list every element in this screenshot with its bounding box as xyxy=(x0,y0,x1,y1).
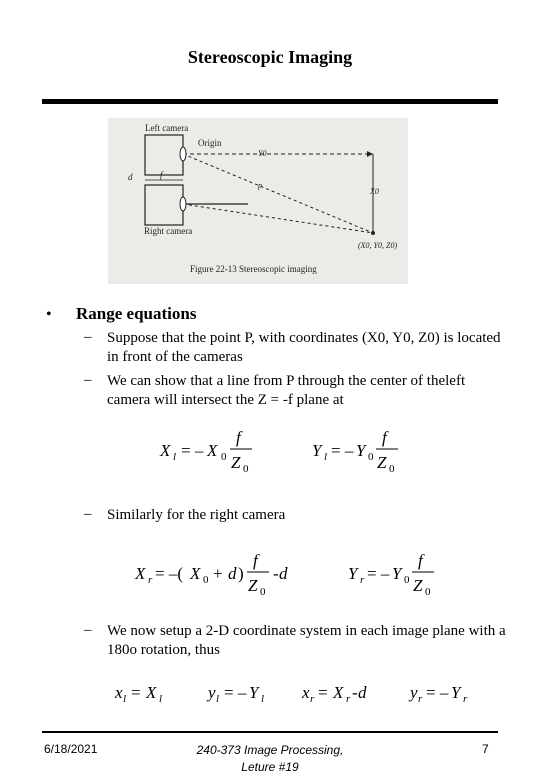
svg-text:=: = xyxy=(131,683,141,702)
svg-text:r: r xyxy=(360,574,365,586)
svg-text:X0: X0 xyxy=(370,187,379,196)
svg-text:= –: = – xyxy=(224,683,247,702)
svg-text:= –: = – xyxy=(331,441,354,460)
figure-caption: Figure 22-13 Stereoscopic imaging xyxy=(190,264,317,274)
svg-text:X: X xyxy=(207,441,218,460)
svg-text:p: p xyxy=(258,181,262,190)
svg-text:Y: Y xyxy=(312,441,322,460)
svg-text:f: f xyxy=(418,551,423,570)
svg-text:0: 0 xyxy=(221,451,227,463)
svg-text:d: d xyxy=(228,564,237,583)
dash-marker: – xyxy=(84,329,92,345)
svg-text:Y: Y xyxy=(392,564,402,583)
stereo-figure xyxy=(108,118,408,284)
svg-text:r: r xyxy=(148,574,153,586)
svg-text:f: f xyxy=(253,551,258,570)
svg-text:x: x xyxy=(302,683,310,702)
footer-course-line1: 240-373 Image Processing, xyxy=(196,743,344,757)
svg-text:= –: = – xyxy=(426,683,449,702)
svg-text:(X0, Y0, Z0): (X0, Y0, Z0) xyxy=(358,241,398,250)
svg-text:l: l xyxy=(216,693,220,705)
svg-text:0: 0 xyxy=(243,463,249,475)
svg-text:r: r xyxy=(346,693,351,705)
svg-text:l: l xyxy=(173,451,177,463)
footer-page-number: 7 xyxy=(482,742,489,756)
dash-marker: – xyxy=(84,506,92,522)
equation-left-image xyxy=(150,425,410,477)
bullet-heading: Range equations xyxy=(76,304,197,323)
svg-text:0: 0 xyxy=(203,574,209,586)
svg-text:l: l xyxy=(159,693,163,705)
svg-text:l: l xyxy=(123,693,127,705)
origin-label: Origin xyxy=(198,138,222,148)
left-camera-label: Left camera xyxy=(145,123,189,133)
svg-text:Y: Y xyxy=(356,441,366,460)
svg-text:d: d xyxy=(358,683,367,702)
svg-text:0: 0 xyxy=(404,574,410,586)
svg-text:-: - xyxy=(352,683,358,702)
svg-text:Y: Y xyxy=(249,683,259,702)
svg-text:= –: = – xyxy=(367,564,390,583)
svg-text:): ) xyxy=(238,564,244,583)
footer-course xyxy=(190,742,350,776)
svg-text:Z: Z xyxy=(413,576,423,595)
svg-text:y: y xyxy=(410,683,418,702)
svg-text:=: = xyxy=(318,683,328,702)
footer-course-line2: Leture #19 xyxy=(241,760,299,774)
svg-text:Y: Y xyxy=(348,564,358,583)
footer-rule xyxy=(42,731,498,733)
sub-item: Suppose that the point P, with coordinates (X0, Y0, Z0) is located in front of the cameras xyxy=(107,330,501,365)
bullet-marker: • xyxy=(46,306,52,323)
svg-text:0: 0 xyxy=(368,451,374,463)
svg-text:r: r xyxy=(463,693,468,705)
svg-text:X: X xyxy=(333,683,344,702)
slide-title: Stereoscopic Imaging xyxy=(187,47,353,67)
svg-text:-: - xyxy=(273,564,279,583)
dash-marker: – xyxy=(84,372,92,388)
right-camera-label: Right camera xyxy=(144,226,193,236)
stereo-diagram xyxy=(108,118,408,284)
svg-text:0: 0 xyxy=(389,463,395,475)
svg-text:f: f xyxy=(160,170,163,180)
equation-right-image xyxy=(130,548,440,600)
svg-text:0: 0 xyxy=(260,586,266,598)
svg-text:X: X xyxy=(135,564,146,583)
svg-text:Y: Y xyxy=(451,683,461,702)
svg-text:y: y xyxy=(208,683,216,702)
svg-text:= –: = – xyxy=(181,441,204,460)
svg-text:f: f xyxy=(236,428,241,447)
sub-item: We now setup a 2-D coordinate system in each image plane with a 180o rotation, thus xyxy=(107,623,506,658)
svg-text:d: d xyxy=(128,172,133,182)
equation-image-coords xyxy=(110,676,490,710)
svg-text:x: x xyxy=(115,683,123,702)
svg-text:l: l xyxy=(324,451,328,463)
svg-text:r: r xyxy=(418,693,423,705)
svg-text:0: 0 xyxy=(425,586,431,598)
sub-item: We can show that a line from P through the center of theleft camera will intersect the Z = -f plane at xyxy=(107,373,466,408)
title-rule xyxy=(42,99,498,104)
svg-text:Z: Z xyxy=(377,453,387,472)
svg-text:= –(: = –( xyxy=(155,564,183,583)
svg-text:+: + xyxy=(213,564,223,583)
svg-text:l: l xyxy=(261,693,265,705)
svg-text:Z: Z xyxy=(248,576,258,595)
svg-text:X: X xyxy=(146,683,157,702)
svg-text:Y0: Y0 xyxy=(258,149,267,158)
sub-item: Similarly for the right camera xyxy=(107,507,286,523)
dash-marker: – xyxy=(84,622,92,638)
svg-text:X: X xyxy=(190,564,201,583)
svg-text:d: d xyxy=(279,564,288,583)
svg-text:X: X xyxy=(160,441,171,460)
svg-text:r: r xyxy=(310,693,315,705)
svg-text:Z: Z xyxy=(231,453,241,472)
footer-date: 6/18/2021 xyxy=(44,742,98,756)
svg-text:f: f xyxy=(382,428,387,447)
